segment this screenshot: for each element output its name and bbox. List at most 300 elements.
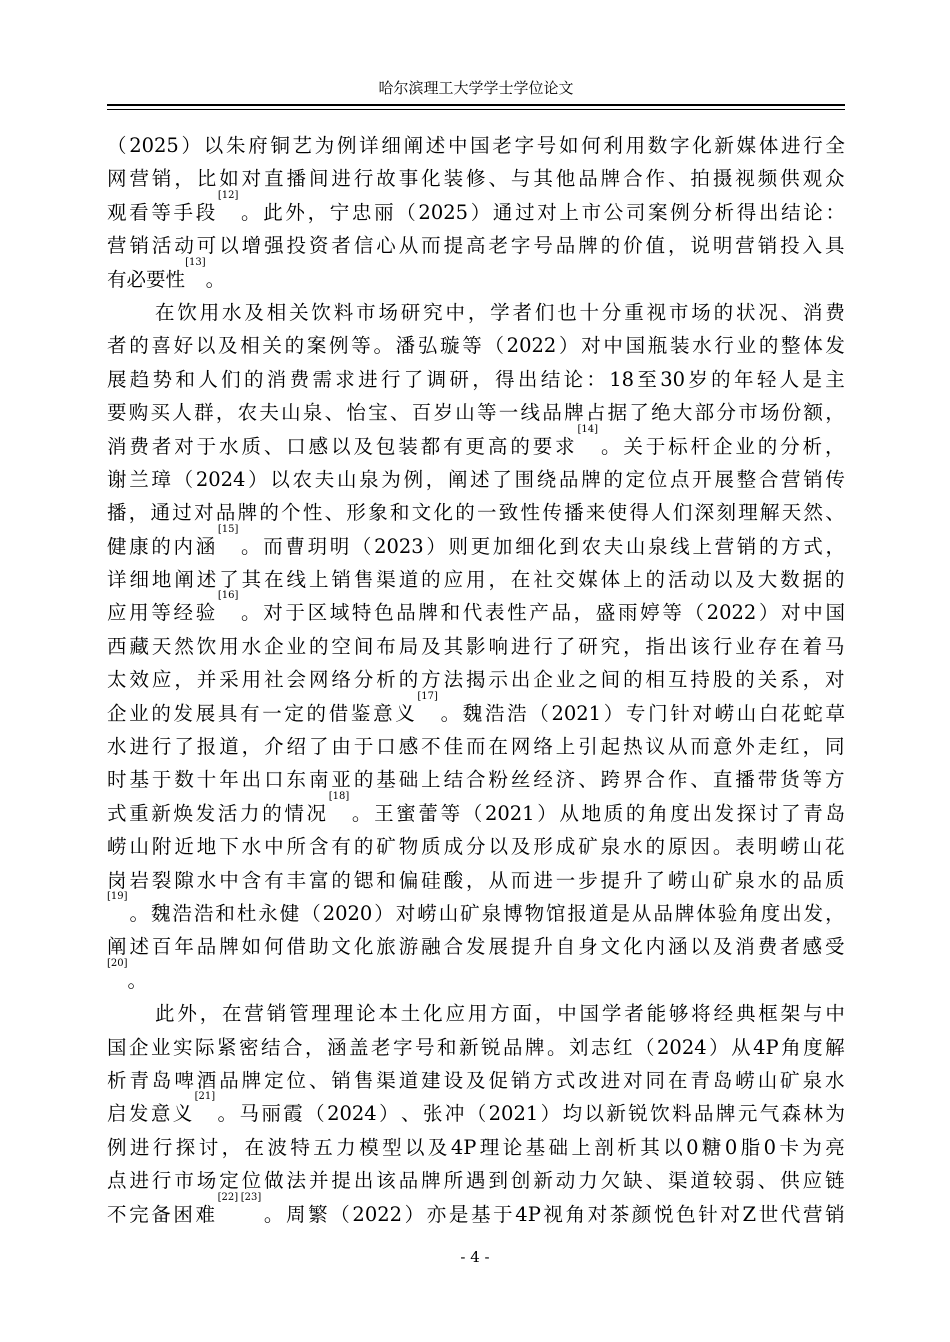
text-char: 高 [466,234,486,258]
text-char: 一 [262,701,282,725]
text-char: 锶 [353,868,374,892]
text-line [107,830,845,863]
text-char: 绍 [286,735,307,759]
text-char: 、 [308,1068,329,1092]
text-char: 等 [662,601,682,625]
text-char: ， [802,668,823,692]
text-char: 并 [308,1169,329,1193]
text-char: 度 [670,801,690,825]
text-char: 占 [585,401,606,425]
text-char: 。 [241,601,261,625]
text-char: 关 [623,434,643,458]
text-char: 市 [738,401,758,425]
text-char: 示 [488,668,508,692]
text-char: 硅 [421,868,441,892]
text-char: 出 [667,634,688,658]
text-char: 销 [510,1068,531,1092]
text-char: 品 [578,167,598,191]
text-char: 亦 [426,1202,447,1226]
text-char: 方 [533,1068,553,1092]
text-char: 位 [241,1169,262,1193]
text-line [107,423,845,463]
text-char: 用 [466,568,486,592]
text-char: 2022 [506,334,557,358]
text-char: 料 [672,1102,692,1126]
text-char: 宝 [368,401,388,425]
text-char: 品 [542,401,562,425]
text-char: 牌 [674,901,695,925]
text-char: 起 [600,735,621,759]
text-char: ） [470,200,491,224]
text-char: 的 [455,501,475,525]
text-char: 销 [331,1068,351,1092]
text-char: 2021 [484,801,535,825]
text-char: 水 [241,835,262,859]
text-char: 中 [825,1002,845,1026]
text-char: 崂 [735,1068,755,1092]
text-char: 博 [503,901,523,925]
text-char: 以 [195,334,216,358]
text-char: 化 [623,935,643,959]
text-char: 详 [359,134,379,157]
text-char: 所 [443,1169,464,1193]
text-char: 山 [281,401,301,425]
text-char: 马 [825,634,845,658]
text-line [107,663,845,696]
text-char: 道 [219,735,239,759]
text-char: 、 [825,501,845,525]
text-line [107,1191,845,1231]
text-char: ， [466,868,486,892]
text-char: 况 [758,300,778,324]
text-char: 直 [712,768,733,792]
text-char: 分 [466,835,486,859]
text-char: 的 [259,501,279,525]
text-char: 进 [510,634,531,658]
text-char: 崂 [667,868,688,892]
text-char: 百 [411,401,432,425]
text-char: 健 [107,534,127,558]
text-char: 感 [308,434,329,458]
text-char: 并 [196,668,217,692]
text-char: 意 [150,1102,171,1126]
text-char: 析 [714,200,735,224]
text-char: 网 [308,668,329,692]
text-char: 的 [421,568,441,592]
text-char: 国 [107,1035,127,1059]
text-char: 在 [510,568,531,592]
text-char: 的 [825,568,845,592]
text-char: 进 [331,167,351,191]
text-char: 农 [581,534,602,558]
text-char: 装 [398,434,418,458]
text-char: 针 [698,1202,718,1226]
text-char: 点 [107,1169,127,1193]
text-char: 草 [825,701,845,725]
text-char: 成 [555,835,576,859]
text-char: 体 [696,901,716,925]
text-char: 到 [559,534,579,558]
text-char: ， [307,200,328,224]
text-char: 讨 [198,1135,219,1159]
text-char: 的 [353,835,374,859]
text-char: 喜 [151,334,171,358]
text-char: 投 [286,234,307,258]
text-char: 魏 [150,901,171,925]
text-char: 经 [173,601,194,625]
text-char: 间 [308,167,329,191]
text-char: 十 [196,768,217,792]
text-char: 蕾 [418,801,438,825]
text-char: 验 [195,601,216,625]
text-char: 展 [195,701,216,725]
text-char: 费 [757,935,778,959]
text-char: 方 [825,768,845,792]
text-char: 与 [510,167,531,191]
text-char: 的 [353,768,374,792]
text-char: 牌 [241,1068,262,1092]
text-char: 兰 [129,467,149,491]
text-char: 售 [353,568,374,592]
text-char: 框 [758,1002,778,1026]
text-char: 结 [781,200,801,224]
text-char: 马 [239,1102,259,1126]
text-char: 调 [426,367,447,391]
text-char: 品 [503,1035,523,1059]
text-char: 对 [194,501,214,525]
text-char: 上 [308,568,329,592]
text-char: 费 [825,300,845,324]
text-char: 司 [625,200,646,224]
text-char: 山 [129,835,149,859]
text-char: 为 [825,1102,845,1126]
text-char: 老 [371,1035,391,1059]
text-char: 、 [389,401,410,425]
text-char: 亮 [825,1135,845,1159]
text-char: 度 [760,901,781,925]
text-char: 动 [690,568,710,592]
text-char: 原 [667,835,688,859]
text-char: 天 [781,501,802,525]
text-char: 一 [477,501,497,525]
text-char: 业 [735,434,755,458]
text-char: 阐 [403,134,424,157]
text-char: 活 [667,568,688,592]
text-char: 进 [358,367,378,391]
text-char: 者 [151,434,172,458]
text-char: 作 [645,167,666,191]
text-char: 的 [758,534,779,558]
text-char: 对 [825,668,845,692]
text-char: 改 [578,1068,598,1092]
text-char: 报 [567,901,588,925]
text-char: 响 [488,634,508,658]
text-char: 牌 [578,234,598,258]
text-char: 络 [331,668,351,692]
text-char: 介 [264,735,284,759]
text-char: ） [404,1202,425,1226]
text-char: 分 [692,200,712,224]
text-char: 销 [129,234,149,258]
text-char: 2021 [551,701,602,725]
text-char: 销 [757,234,778,258]
text-char: 2022 [352,1202,403,1226]
text-char: 角 [739,901,759,925]
text-char: 在 [488,735,508,759]
text-char: 说 [690,234,710,258]
text-char: 案 [306,334,327,358]
text-char: 忠 [351,200,372,224]
text-char: 该 [376,1169,396,1193]
text-char: ， [174,167,194,191]
text-char: 夫 [603,534,624,558]
text-char: 基 [471,1202,491,1226]
text-char: 水 [623,835,643,859]
text-char: 2020 [322,901,373,925]
text-char: 化 [692,134,712,157]
text-char: 等 [151,200,171,224]
text-char: 王 [374,801,394,825]
text-char: ， [425,467,446,491]
text-char: 缺 [623,1169,643,1193]
text-char: 对 [581,334,601,358]
text-char: 销 [266,1002,287,1026]
text-char: 状 [735,300,756,324]
text-char: 品 [219,1068,239,1092]
citation-marker: [13] [185,256,206,268]
text-char: 角 [781,1035,801,1059]
text-char: 验 [717,901,738,925]
text-char: 明 [329,534,350,558]
text-char: 中 [557,1002,577,1026]
text-char: 群 [194,401,214,425]
text-char: 璋 [151,467,171,491]
text-char: 基 [525,1135,546,1159]
text-char: 销 [151,167,172,191]
text-char: 有 [107,267,127,291]
text-char: 酸 [443,868,464,892]
text-char: 信 [353,234,374,258]
text-char: 茶 [609,1202,630,1226]
text-char: （ [305,1102,325,1126]
text-char: 从 [731,1035,751,1059]
text-char: 鉴 [350,701,371,725]
text-char: 青 [803,801,823,825]
text-char: 界 [623,768,643,792]
text-char: 酒 [196,1068,217,1092]
text-char: 升 [623,868,643,892]
text-char: 公 [603,200,624,224]
text-char: 细 [381,134,401,157]
text-char: ） [181,134,202,157]
text-char: 能 [646,1002,667,1026]
text-char: 地 [581,801,602,825]
text-char: 岛 [151,1068,172,1092]
text-char: 出 [510,668,531,692]
text-char: 提 [331,1169,351,1193]
text-char: 以 [203,134,224,157]
text-char: ， [128,501,149,525]
text-char: 新 [459,1035,479,1059]
text-char: 了 [555,634,576,658]
text-char: ， [573,601,594,625]
text-char: 的 [151,701,171,725]
text-char: 夫 [259,401,279,425]
text-char: 性 [302,501,323,525]
text-char: 在 [155,300,175,324]
text-char: 者 [107,334,127,358]
text-char: 水 [107,735,127,759]
text-char: 用 [129,601,149,625]
text-char: 引 [578,735,598,759]
text-char: ， [305,1035,325,1059]
text-char: 艺 [292,134,313,157]
text-char: 分 [716,401,736,425]
text-char: 们 [221,367,241,391]
text-char: 以 [219,234,239,258]
text-char: 专 [625,701,646,725]
text-char: 此 [263,200,283,224]
text-char: 的 [780,868,800,892]
text-char: ） [758,601,779,625]
text-char: 明 [757,835,778,859]
text-char: 进 [129,735,149,759]
text-char: 出 [517,367,538,391]
text-char: 包 [375,434,396,458]
text-char: 等 [802,768,823,792]
text-char: 费 [289,367,310,391]
text-char: 朱 [225,134,246,157]
text-char: 络 [533,735,553,759]
text-char: 内 [645,935,666,959]
text-char: 动 [174,234,194,258]
text-char: 场 [378,300,398,324]
text-char: 则 [448,534,469,558]
text-char: 学 [601,1002,622,1026]
text-char: 相 [645,668,666,692]
text-char: 水 [692,334,712,358]
text-char: 进 [533,868,553,892]
text-char: 同 [825,735,845,759]
text-char: 、 [324,501,345,525]
text-char: 杜 [236,901,257,925]
text-char: 及 [353,434,373,458]
text-line [107,997,845,1030]
text-char: 特 [351,601,372,625]
text-char: 了 [174,735,194,759]
text-char: 以 [584,1102,604,1126]
text-char: 得 [736,200,757,224]
text-char: 面 [512,1002,533,1026]
text-char: 研 [578,634,598,658]
text-char: ） [603,701,624,725]
text-char: 年 [219,768,239,792]
text-char: 为 [802,1135,822,1159]
text-char: 求 [555,434,575,458]
text-char: 他 [555,167,576,191]
text-char: 。 [440,701,461,725]
text-char: 是 [802,367,822,391]
text-char: 道 [690,1169,710,1193]
text-char: 体 [758,134,779,157]
text-char: 均 [562,1102,583,1126]
text-char: 涵 [327,1035,347,1059]
text-char: 化 [423,1002,443,1026]
text-char: 消 [802,300,823,324]
text-char: 2022 [706,601,757,625]
text-char: 张 [422,1102,443,1126]
text-char: 内 [173,534,194,558]
text-char: 泉 [648,534,668,558]
text-char: 力 [240,801,260,825]
text-char: 国 [625,334,646,358]
text-char: 等 [462,334,482,358]
text-char: 故 [376,167,396,191]
text-char: 此 [155,1002,175,1026]
text-char: 够 [668,1002,689,1026]
text-char: 从 [488,868,508,892]
citation-marker: [15] [217,523,239,535]
text-char: 重 [129,801,149,825]
text-char: 冲 [444,1102,465,1126]
text-char: 解 [825,1035,845,1059]
citation-marker: [18] [328,790,350,802]
text-char: 口 [286,434,306,458]
text-char: 藏 [129,634,149,658]
text-char: 形 [346,501,366,525]
text-char: 融 [421,935,441,959]
text-char: 山 [690,868,710,892]
text-char: 关 [289,300,309,324]
text-char: 究 [600,634,621,658]
text-char: 传 [825,467,845,491]
text-char: 旅 [376,935,396,959]
text-char: 采 [219,668,239,692]
text-char: 对 [241,167,262,191]
text-char: 线 [670,534,690,558]
text-line [107,229,845,262]
text-char: 为 [381,467,401,491]
text-char: 困 [173,1202,193,1226]
text-char: 也 [557,300,577,324]
text-char: 饮 [177,300,197,324]
text-char: 品 [558,467,579,491]
text-char: ， [825,534,845,558]
text-char: 化 [421,167,441,191]
text-char: 以 [270,467,290,491]
text-char: 2025 [129,134,179,157]
text-char: 从 [398,234,419,258]
text-char: 崂 [417,901,437,925]
text-char: 业 [735,634,755,658]
text-line [107,864,845,897]
text-line [107,957,845,997]
text-char: 农 [292,467,313,491]
text-char: 强 [264,234,284,258]
text-char: 用 [241,668,262,692]
text-char: 0 [763,1135,776,1159]
text-char: 网 [510,735,531,759]
text-char: 用 [467,1002,488,1026]
text-line [107,189,845,229]
text-char: 代 [462,601,483,625]
text-char: ， [623,634,643,658]
text-char: 性 [507,601,527,625]
text-char: 数 [174,768,194,792]
text-char: 发 [466,935,486,959]
text-char: 璇 [440,334,460,358]
text-char: 剖 [594,1135,614,1159]
